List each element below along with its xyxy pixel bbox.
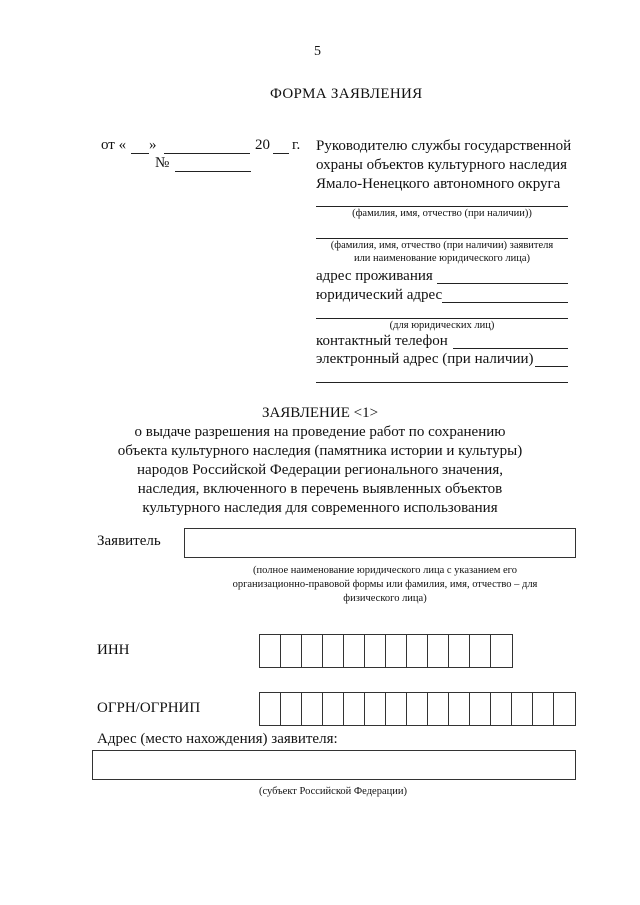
inn-digit-cell[interactable] <box>470 635 491 667</box>
form-title: ФОРМА ЗАЯВЛЕНИЯ <box>270 86 423 102</box>
legal-address-field[interactable] <box>442 302 568 303</box>
statement-line-5: культурного наследия для современного использования <box>142 500 498 516</box>
address-hint: (субъект Российской Федерации) <box>259 786 407 797</box>
address-label: Адрес (место нахождения) заявителя: <box>97 731 338 747</box>
ogrn-digit-cell[interactable] <box>323 693 344 725</box>
statement-title: ЗАЯВЛЕНИЕ <1> <box>261 405 379 421</box>
number-field[interactable] <box>175 171 251 172</box>
applicant-name-hint-2: или наименование юридического лица) <box>353 253 531 264</box>
date-mid: » <box>149 137 157 153</box>
recipient-line-1: Руководителю службы государственной <box>316 138 572 154</box>
year-suffix: г. <box>292 137 301 153</box>
statement-line-3: народов Российской Федерации регионального значения, <box>137 462 503 478</box>
ogrn-digit-cell[interactable] <box>449 693 470 725</box>
inn-digit-cell[interactable] <box>407 635 428 667</box>
recipient-line-2: охраны объектов культурного наследия <box>316 157 568 173</box>
month-field[interactable] <box>164 153 250 154</box>
legal-address-label: юридический адрес <box>316 287 443 303</box>
ogrn-digit-cell[interactable] <box>512 693 533 725</box>
ogrn-digit-cell[interactable] <box>386 693 407 725</box>
date-prefix: от « <box>101 137 127 153</box>
ogrn-digit-cell[interactable] <box>491 693 512 725</box>
recipient-line-3: Ямало-Ненецкого автономного округа <box>316 176 561 192</box>
ogrn-digit-cell[interactable] <box>365 693 386 725</box>
statement-line-4: наследия, включенного в перечень выявленных объектов <box>137 481 503 497</box>
ogrn-digit-cell[interactable] <box>407 693 428 725</box>
number-sign: № <box>155 155 170 171</box>
applicant-hint-2: организационно-правовой формы или фамилия, имя, отчество – для <box>232 579 538 590</box>
email-field[interactable] <box>535 366 568 367</box>
ogrn-input[interactable] <box>259 692 576 726</box>
inn-digit-cell[interactable] <box>386 635 407 667</box>
inn-input[interactable] <box>259 634 513 668</box>
ogrn-digit-cell[interactable] <box>554 693 575 725</box>
inn-digit-cell[interactable] <box>260 635 281 667</box>
ogrn-digit-cell[interactable] <box>260 693 281 725</box>
inn-digit-cell[interactable] <box>449 635 470 667</box>
inn-label: ИНН <box>97 642 130 658</box>
applicant-label: Заявитель <box>97 533 161 549</box>
legal-entities-hint: (для юридических лиц) <box>389 320 495 331</box>
phone-label: контактный телефон <box>316 333 448 349</box>
year-prefix: 20 <box>255 137 270 153</box>
inn-digit-cell[interactable] <box>428 635 449 667</box>
inn-digit-cell[interactable] <box>344 635 365 667</box>
inn-digit-cell[interactable] <box>323 635 344 667</box>
ogrn-digit-cell[interactable] <box>281 693 302 725</box>
inn-digit-cell[interactable] <box>491 635 512 667</box>
ogrn-digit-cell[interactable] <box>344 693 365 725</box>
official-name-hint: (фамилия, имя, отчество (при наличии)) <box>352 208 532 219</box>
email-field-2[interactable] <box>316 382 568 383</box>
phone-field[interactable] <box>453 348 568 349</box>
applicant-name-hint-1: (фамилия, имя, отчество (при наличии) заявителя <box>330 240 554 251</box>
ogrn-digit-cell[interactable] <box>428 693 449 725</box>
statement-line-2: объекта культурного наследия (памятника истории и культуры) <box>117 443 523 459</box>
ogrn-digit-cell[interactable] <box>470 693 491 725</box>
page-number: 5 <box>314 44 321 59</box>
address-input[interactable] <box>92 750 576 780</box>
ogrn-label: ОГРН/ОГРНИП <box>97 700 201 716</box>
day-field[interactable] <box>131 153 149 154</box>
inn-digit-cell[interactable] <box>365 635 386 667</box>
official-name-field[interactable] <box>316 206 568 207</box>
inn-digit-cell[interactable] <box>281 635 302 667</box>
inn-digit-cell[interactable] <box>302 635 323 667</box>
residence-address-label: адрес проживания <box>316 268 433 284</box>
legal-address-field-2[interactable] <box>316 318 568 319</box>
applicant-name-field[interactable] <box>316 238 568 239</box>
email-label: электронный адрес (при наличии) <box>316 351 534 367</box>
applicant-input[interactable] <box>184 528 576 558</box>
applicant-hint-1: (полное наименование юридического лица с указанием его <box>253 565 517 576</box>
statement-line-1: о выдаче разрешения на проведение работ по сохранению <box>134 424 506 440</box>
year-field[interactable] <box>273 153 289 154</box>
residence-address-field[interactable] <box>437 283 568 284</box>
ogrn-digit-cell[interactable] <box>302 693 323 725</box>
ogrn-digit-cell[interactable] <box>533 693 554 725</box>
applicant-hint-3: физического лица) <box>343 593 427 604</box>
